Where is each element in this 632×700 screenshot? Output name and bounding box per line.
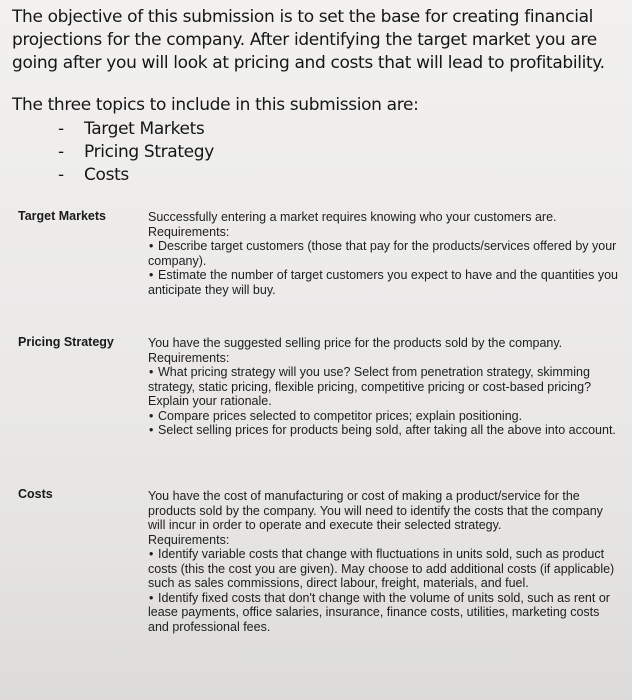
topic-label: Target Markets (84, 119, 205, 139)
topics-heading: The three topics to include in this submission are: (12, 95, 419, 115)
dash-bullet-icon: - (58, 142, 64, 162)
section-label-costs: Costs (18, 487, 53, 501)
requirements-label: Requirements: (148, 224, 230, 239)
requirement-bullet: • Estimate the number of target customers you expect to have and the quantities you anticipate they will buy. (148, 268, 622, 297)
requirements-label: Requirements: (148, 532, 230, 547)
section-label-pricing-strategy: Pricing Strategy (18, 335, 114, 349)
requirement-bullet: • Compare prices selected to competitor prices; explain positioning. (148, 409, 622, 424)
section-label-target-markets: Target Markets (18, 209, 106, 223)
intro-paragraph: The objective of this submission is to set the base for creating financial projections for the company. After identifying the target market you are going after you will look at pricing and costs that will lead to profitability. (12, 7, 605, 73)
section-intro: You have the suggested selling price for the products sold by the company. (148, 336, 563, 350)
section-body-target-markets (148, 210, 622, 297)
topic-item (58, 118, 214, 141)
section-body-pricing-strategy (148, 336, 622, 438)
requirement-bullet: • Identify variable costs that change with fluctuations in units sold, such as product costs (this the cost you are given). May choose to add additional costs (if applicable) such as sales commissions, direct labour, freight, materials, and fuel. (148, 547, 622, 591)
requirement-bullet: • Describe target customers (those that pay for the products/services offered by your company). (148, 239, 622, 268)
dash-bullet-icon: - (58, 119, 64, 139)
topic-item (58, 164, 214, 187)
topic-item (58, 141, 214, 164)
topic-label: Pricing Strategy (84, 142, 214, 162)
topic-label: Costs (84, 165, 129, 185)
topic-list (58, 118, 214, 187)
dash-bullet-icon: - (58, 165, 64, 185)
section-body-costs (148, 489, 622, 634)
requirement-bullet: • What pricing strategy will you use? Select from penetration strategy, skimming strategy, static pricing, flexible pricing, competitive pricing or cost-based pricing? Explain your rationale. (148, 365, 622, 409)
requirement-bullet: • Identify fixed costs that don't change with the volume of units sold, such as rent or lease payments, office salaries, insurance, finance costs, utilities, marketing costs and professional fees. (148, 591, 622, 635)
requirement-bullet: • Select selling prices for products being sold, after taking all the above into account. (148, 423, 622, 438)
section-intro: You have the cost of manufacturing or cost of making a product/service for the products sold by the company. You will need to identify the costs that the company will incur in order to operate and execute their selected strategy. (148, 489, 603, 532)
requirements-label: Requirements: (148, 350, 230, 365)
section-intro: Successfully entering a market requires knowing who your customers are. (148, 210, 557, 224)
